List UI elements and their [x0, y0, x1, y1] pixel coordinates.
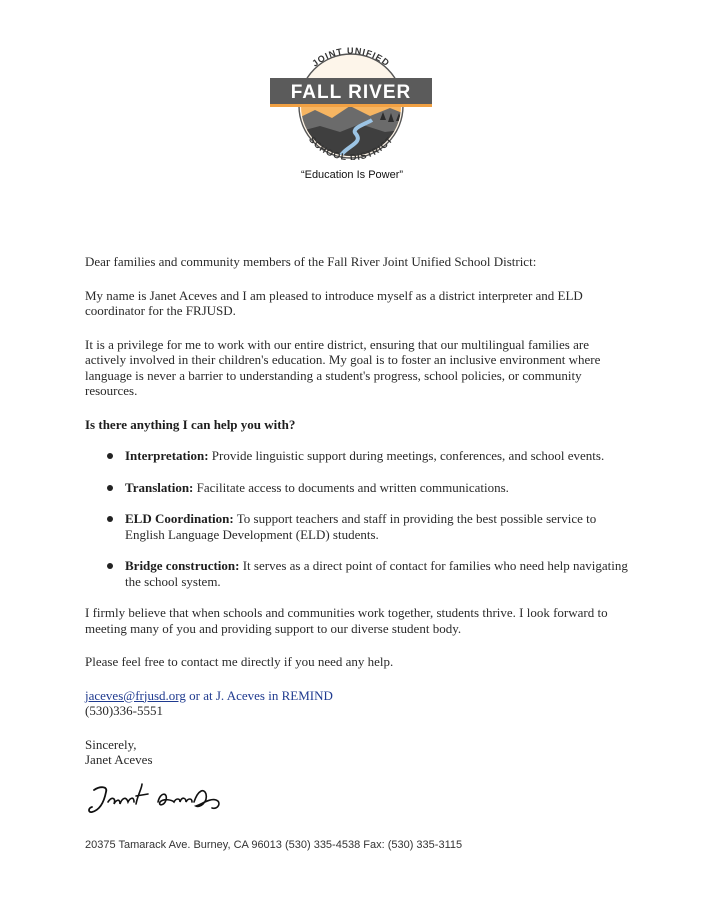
- contact-invite: Please feel free to contact me directly if you need any help.: [85, 654, 394, 669]
- service-title: Bridge construction:: [125, 558, 240, 573]
- list-item: [85, 448, 630, 464]
- email-link[interactable]: jaceves@frjusd.org: [85, 687, 186, 703]
- intro-paragraph: My name is Janet Aceves and I am pleased to introduce myself as a district interpreter and ELD coordinator for the FRJUSD.: [85, 287, 583, 318]
- phone-number: (530)336-5551: [85, 703, 163, 718]
- service-title: Interpretation:: [125, 448, 209, 463]
- service-text: To support teachers and staff in providing the best possible service to English Language Development (ELD) students.: [125, 511, 597, 542]
- bullet-icon: [107, 516, 113, 522]
- logo-bottom-text: SCHOOL DISTRICT: [307, 134, 395, 160]
- contact-line: [85, 688, 630, 704]
- list-item: [85, 511, 630, 542]
- handwritten-signature: [86, 780, 236, 820]
- footer-address: 20375 Tamarack Ave. Burney, CA 96013 (530) 335-4538 Fax: (530) 335-3115: [85, 839, 463, 851]
- logo-name: FALL RIVER: [290, 82, 412, 103]
- services-list: [85, 448, 630, 589]
- list-item: [85, 480, 630, 496]
- greeting: Dear families and community members of the Fall River Joint Unified School District:: [85, 254, 537, 269]
- belief-paragraph: I firmly believe that when schools and communities work together, students thrive. I look forward to meeting many of you and providing support to our diverse student body.: [85, 605, 608, 636]
- bullet-icon: [107, 485, 113, 491]
- closing: Sincerely,: [85, 736, 137, 752]
- district-motto: “Education Is Power”: [300, 169, 404, 181]
- letter-body: [85, 254, 630, 768]
- remind-text: or at J. Aceves in REMIND: [185, 687, 333, 703]
- signer-name: Janet Aceves: [85, 752, 153, 767]
- service-title: Translation:: [125, 479, 194, 495]
- service-text: Provide linguistic support during meetings, conferences, and school events.: [208, 448, 605, 463]
- bullet-icon: [107, 563, 113, 569]
- district-logo: [260, 42, 442, 160]
- help-question-heading: Is there anything I can help you with?: [85, 416, 296, 432]
- list-item: [85, 558, 630, 589]
- service-text: Facilitate access to documents and written communications.: [193, 479, 509, 495]
- bullet-icon: [107, 453, 113, 459]
- service-text: It serves as a direct point of contact for families who need help navigating the school system.: [125, 558, 628, 589]
- service-title: ELD Coordination:: [125, 511, 234, 526]
- privilege-paragraph: It is a privilege for me to work with our entire district, ensuring that our multilingual families are actively involved in their children's education. My goal is to foster an inclusive environment where language is never a barrier to understanding a student's progress, school policies, or community resources.: [85, 336, 601, 398]
- logo-top-text: JOINT UNIFIED: [310, 45, 392, 69]
